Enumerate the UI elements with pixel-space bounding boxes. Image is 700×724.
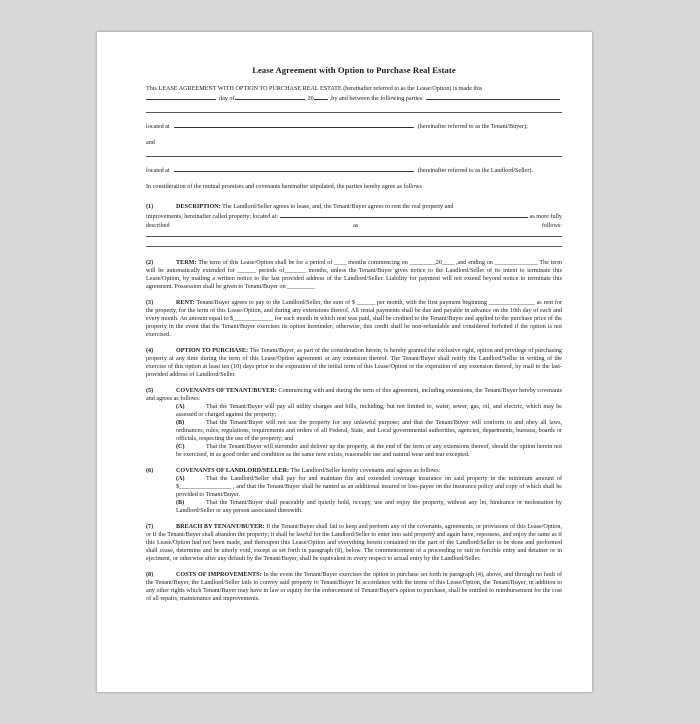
section-4 xyxy=(146,347,562,379)
section-text: improvements, hereinafter called property; located at: xyxy=(146,214,278,220)
blank-field[interactable] xyxy=(314,93,328,100)
clause-text: That the Tenant/Buyer will not use the property for any unlawful purpose; and that the Tenant/Buyer will conform to and obey all laws, ordinances, rules, regulations, requirements and orders of all Federal, State, and Local governmental authorities, agencies, departments, bureaus, boards or officials, respecting the use of the property; and xyxy=(176,420,562,442)
located-landlord-line xyxy=(146,165,562,175)
section-heading: COVENANTS OF TENANT/BUYER: xyxy=(176,388,277,394)
located-at-label: located at xyxy=(146,124,170,130)
clause-text: That the Tenant/Buyer will surrender and deliver up the property, at the end of the term or any extensions thereof, should the option herein not be exercised, in as good order and condition as the same now exists, reasonable use and natural wear and tear excepted. xyxy=(176,444,562,458)
clause-label: (C) xyxy=(176,444,185,450)
section-8 xyxy=(146,571,562,603)
section-text: The Tenant/Buyer, as part of the consideration herein, is hereby granted the exclusive right, option and privilege of purchasing property at any time during the term of this Lease/Option agreement or any extension thereof. The Tenant/Buyer shall notify the Landlord/Seller in writing of the exercise of this option at least ten (10) days prior to the expiration of the initial term of this Lease/Option or the expiration of any extension thereof, by mail to the last-provided address of Landlord/Seller. xyxy=(146,348,562,378)
blank-field[interactable] xyxy=(146,93,216,100)
section-text: In the event the Tenant/Buyer exercises the option to purchase set forth in paragraph (4), above, and through no fault of the Tenant/Buyer, the Landlord/Seller fails to convey said property to Tenant/Buyer In accordance with the terms of this Lease/Option, the Tenant/Buyer, in addition to any other rights which Tenant/Buyer may have in law or equity for the enforcement of Tenant/Buyer's option to purchase, shall be entitled to reimbursement for the cost of all repairs, maintenance and improvements. xyxy=(146,572,562,602)
section-heading: TERM: xyxy=(176,260,197,266)
consideration-text: In consideration of the mutual promises and covenants hereinafter stipulated, the parties hereby agree as follows xyxy=(146,184,422,190)
section-number: (1) xyxy=(146,204,154,210)
blank-line[interactable] xyxy=(146,236,562,237)
blank-line[interactable] xyxy=(146,246,562,247)
section-heading: COVENANTS OF LANDLORD/SELLER: xyxy=(176,468,290,474)
landlord-address-field[interactable] xyxy=(174,165,414,172)
clause-text: That the Tenant/Buyer shall peaceably and quietly hold, occupy, use and enjoy the property, without any let, hindrance or molestation by Landlord/Seller or any person associated therewith. xyxy=(176,500,562,514)
blank-field[interactable] xyxy=(426,93,560,100)
section-text: Commencing with and during the term of this agreement, including extensions, the Tenant/Buyer hereby covenants and agrees as follows: xyxy=(146,388,562,402)
section-6-a xyxy=(146,475,562,499)
year-label: , 20 xyxy=(304,96,314,102)
tenant-ref-label: (hereinafter referred to as the Tenant/Buyer); xyxy=(417,124,528,130)
located-tenant-line xyxy=(146,121,562,131)
tenant-address-field[interactable] xyxy=(174,121,414,128)
section-3 xyxy=(146,299,562,339)
section-number: (4) xyxy=(146,348,154,354)
section-6-b xyxy=(146,499,562,515)
clause-text: That the Tenant/Buyer will pay all utility charges and bills, including, but not limited to, water, sewer, gas, oil, and electric, which may be assessed or charged against the property; xyxy=(176,404,562,418)
clause-label: (A) xyxy=(176,476,185,482)
section-1-line-3 xyxy=(146,221,562,230)
section-text: The Landlord/Seller hereby covenants and agrees as follows: xyxy=(290,468,441,474)
section-heading: OPTION TO PURCHASE: xyxy=(176,348,248,354)
section-heading: RENT: xyxy=(176,300,195,306)
section-number: (2) xyxy=(146,260,154,266)
section-2 xyxy=(146,259,562,291)
section-number: (5) xyxy=(146,388,154,394)
section-number: (3) xyxy=(146,300,154,306)
property-address-field[interactable] xyxy=(280,211,528,218)
clause-text: That the Landlord/Seller shall pay for and maintain fire and extended coverage insurance on said property in the minimum amount of $_________________ , and that the Tenant/Buyer shall be named as an additional insured or loss-payee on the insurance policy and copy of which shall be provided to Tenant/Buyer. xyxy=(176,476,562,498)
section-7 xyxy=(146,523,562,563)
section-text: Tenant/Buyer agrees to pay to the Landlord/Seller, the sum of $ ______ per month, with the first payment beginning _______________ as rent for the property, for the term of this Lease/Option, and during any extensions thereof. All rental payments shall be due and payable in advance on the 10th day of each and every month. An amount equal to $_____________ for each month in which rent was paid, shall be credited to the Tenant/Buyer and applied to the purchase price of the property in the event that the Tenant/Buyer exercises its option hereunder; otherwise, this credit shall be non-refundable and considered forfeited if the option is not exercised. xyxy=(146,300,562,338)
document-title: Lease Agreement with Option to Purchase Real Estate xyxy=(252,65,456,75)
section-number: (6) xyxy=(146,468,154,474)
located-at-label: located at xyxy=(146,168,170,174)
parties-label: ,by and between the following parties: xyxy=(329,96,424,102)
intro-line-1: This LEASE AGREEMENT WITH OPTION TO PURCHASE REAL ESTATE (hereinafter referred to as the Lease/Option) is made this xyxy=(146,86,483,92)
section-text: The term of this Lease/Option shall be for a period of ____ months commencing on ________,20____ ,and ending on ______________ The term will be automatically extended for ______ periods of_______ months, unless the Tenant/Buyer gives notice to the Landlord/Seller of its intent to terminate this Lease/Option, by mailing a written notice to the last provided address of the Landlord/Seller. Liability for payment will not extend beyond notice to terminate this agreement. Possession shall be given to Tenant/Buyer on _________ xyxy=(146,260,562,290)
section-heading: BREACH BY TENANT/BUYER: xyxy=(176,524,265,530)
section-text: The Landlord/Seller agrees to lease, and, the Tenant/Buyer agrees to rent the real property and xyxy=(222,204,454,210)
section-5-b xyxy=(146,419,562,443)
section-text: follows: xyxy=(541,223,563,229)
clause-label: (B) xyxy=(176,420,185,426)
section-number: (8) xyxy=(146,572,154,578)
and-label: and xyxy=(146,140,155,146)
blank-field[interactable] xyxy=(235,93,305,100)
intro-line-2 xyxy=(146,93,562,103)
section-5-a xyxy=(146,403,562,419)
section-heading: COSTS OF IMPROVEMENTS: xyxy=(176,572,262,578)
clause-label: (A) xyxy=(176,404,185,410)
section-1-line-2 xyxy=(146,211,562,221)
section-text: as more fully xyxy=(529,214,562,220)
section-heading: DESCRIPTION: xyxy=(176,204,221,210)
clause-label: (B) xyxy=(176,500,185,506)
day-of-label: day of xyxy=(219,96,235,102)
section-text: as xyxy=(353,223,359,229)
section-5 xyxy=(146,387,562,403)
section-text: If the Tenant/Buyer shall fail to keep and perform any of the covenants, agreements, or provisions of this Lease/Option, or If the Tenant/Buyer shall abandon the property; it shall be lawful for the Landlord/Seller to enter into said property and again have, repossess, and enjoy the same as if this Lease/Option had not been made, and thereupon this Lease/Option and everything herein contained on the part of the Landlord/Seller to be done and performed shall cease, determine and be utterly void, except as set forth in paragraph (8), below. The commencement of a proceeding or suit in forcible entry and detainer or in ejectment, or otherwise after any default by the Tenant/Buyer, shall be equivalent in every respect to actual entry by the Landlord/Seller. xyxy=(146,524,562,562)
section-5-c xyxy=(146,443,562,459)
landlord-ref-label: (hereinafter referred to as the Landlord/Seller). xyxy=(417,168,533,174)
section-6 xyxy=(146,467,562,475)
section-text: described xyxy=(146,223,170,229)
section-number: (7) xyxy=(146,524,154,530)
document-page xyxy=(97,32,592,692)
section-1 xyxy=(146,203,562,211)
